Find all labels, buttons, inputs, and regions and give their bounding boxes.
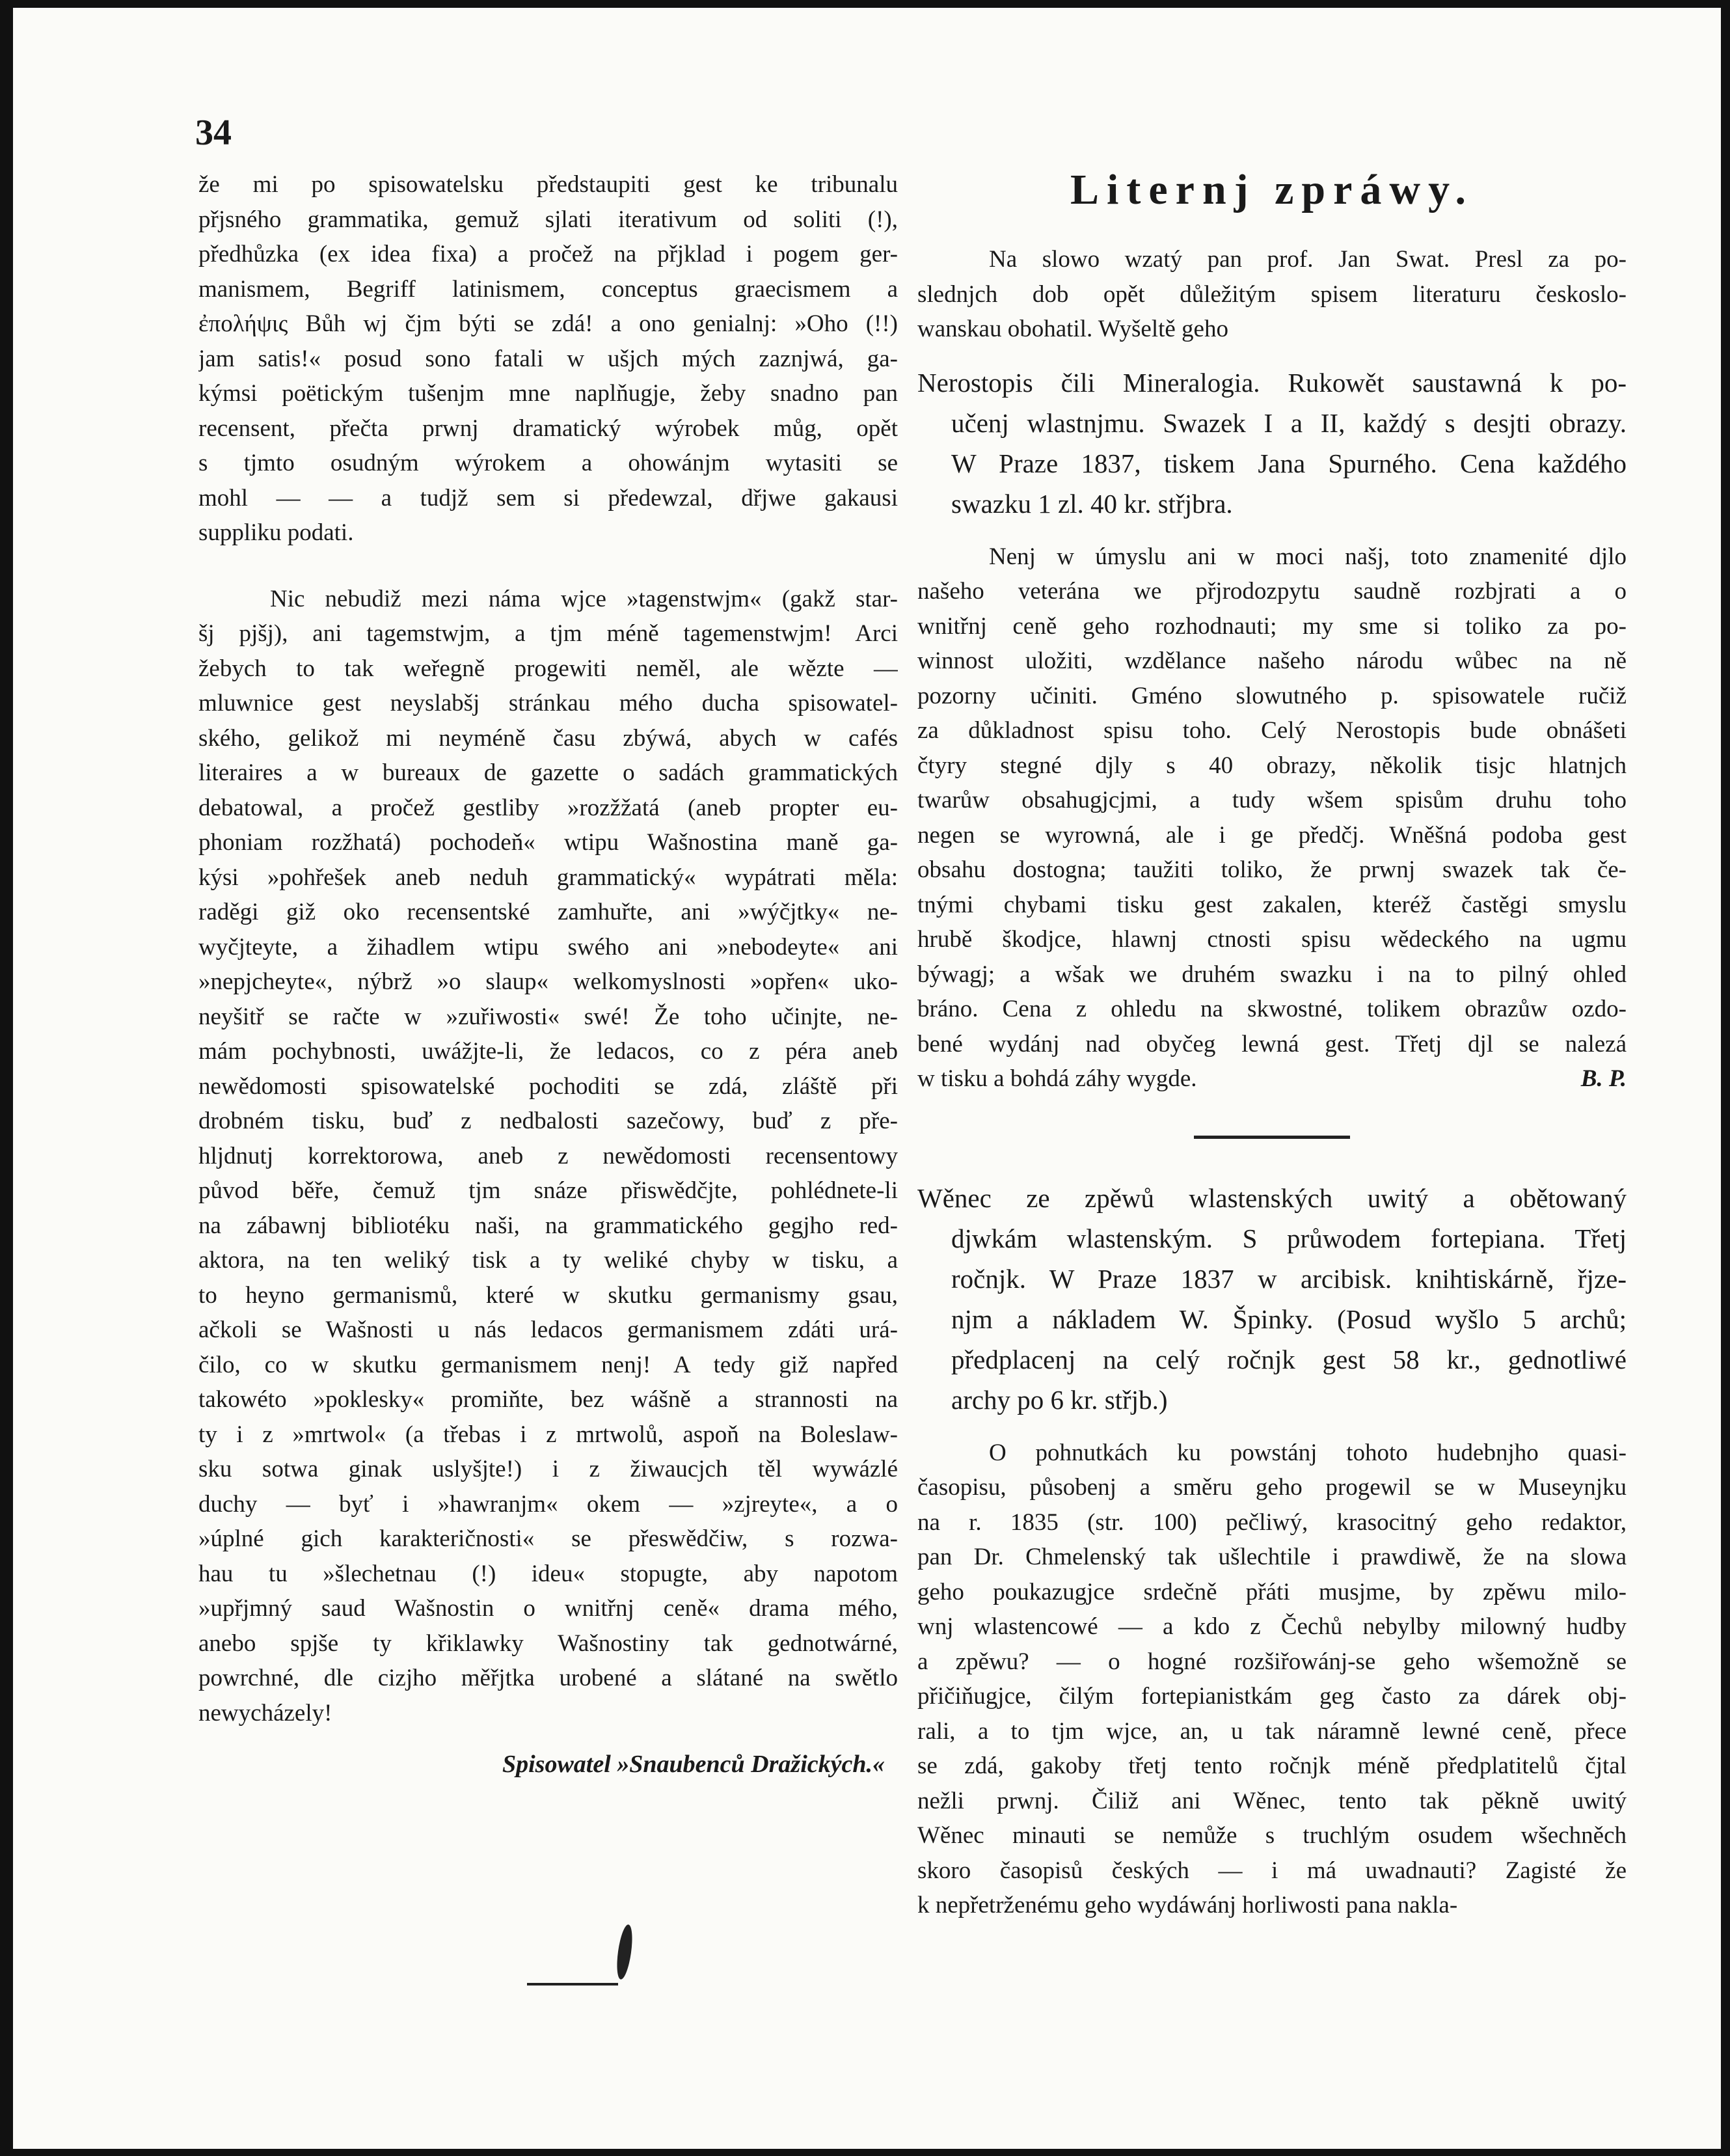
text-line: se zdá, gakoby třetj tento ročnjk méně předplatitelů čjtal	[917, 1753, 1627, 1779]
text-line: ačkoli se Wašnosti u nás ledacos germanismem zdáti urá-	[198, 1317, 898, 1343]
text-line: jam satis!« posud sono fatali w ušjch mých zaznjwá, ga-	[198, 345, 898, 372]
text-line: »upřjmný saud Wašnostin o wnitřnj ceně« drama mého,	[198, 1595, 898, 1622]
text-line: čilo, co w skutku germanismem nenj! A tedy giž napřed	[198, 1351, 898, 1378]
text-line: wnj wlastencowé — a kdo z Čechů nebylby milowný hudby	[917, 1613, 1627, 1640]
text-line: bené wydánj nad obyčeg lewná gest. Třetj djl se nalezá	[917, 1030, 1627, 1058]
text-line: anebo spjše ty křiklawky Wašnostiny tak gednotwárné,	[198, 1630, 898, 1657]
text-line: Nerostopis čili Mineralogia. Rukowět saustawná k po-	[917, 367, 1627, 398]
text-line: na r. 1835 (str. 100) pečliwý, krasocitný geho redaktor,	[917, 1508, 1627, 1536]
text-line: mluwnice gest neyslabšj stránkau mého ducha spisowatel-	[198, 690, 898, 716]
text-line: w tisku a bohdá záhy wygde. B. P.	[917, 1061, 1627, 1097]
text-line: »úplné gich karakteričnosti« se přeswědčiw, s rozwa-	[198, 1525, 898, 1552]
review1-signature: B. P.	[1580, 1065, 1627, 1092]
text-line: »nepjcheyte«, nýbrž »o slaup« welkomyslnosti »opřen« ukο-	[198, 968, 898, 995]
text-line: přičiňugjce, čilým fortepianistkám geg často za dárek obj-	[917, 1683, 1627, 1710]
review2-text	[917, 1436, 1627, 1923]
page-scan	[13, 8, 1721, 2149]
text-line: wnitřnj ceně geho rozhodnauti; my sme si toliko za po-	[917, 612, 1627, 640]
text-line: Wěnec minauti se nemůže s truchlým osudem wšechněch	[917, 1822, 1627, 1849]
text-line: literaires a w bureaux de gazette o sadách grammatických	[198, 759, 898, 786]
text-line: skoro časopisů českých — i má uwadnauti? Zagisté že	[917, 1857, 1627, 1884]
text-line: O pohnutkách ku powstánj tohoto hudebnjho quasi-	[989, 1439, 1627, 1466]
text-line: geho poukazugjce srdečně přáti musjme, by zpěwu milo-	[917, 1578, 1627, 1605]
page-number: 34	[195, 113, 232, 153]
book1-title	[917, 362, 1627, 524]
text-line: předhůzka (ex idea fixa) a pročež na přjklad i pogem ger-	[198, 241, 898, 267]
text-line: býwagj; a wšak we druhém swazku i na to pilný ohled	[917, 961, 1627, 988]
text-line: hljdnutj korrektorowa, aneb z newědomosti recensentowy	[198, 1142, 898, 1169]
text-line: tnými chybami tisku gest zakalen, kteréž častěgi smyslu	[917, 891, 1627, 918]
text-line: přjsného grammatika, gemuž sjlati iterativum od soliti (!),	[198, 206, 898, 233]
text-line: Na slowo wzatý pan prof. Jan Swat. Presl za po-	[989, 246, 1627, 273]
text-line: newycházely!	[198, 1699, 332, 1726]
text-line: čtyry stegné djly s 40 obrazy, několik tisjc hlatnjch	[917, 752, 1627, 779]
text-line: debatowal, a pročež gestliby »rozžžatá (aneb propter eu-	[198, 794, 898, 821]
text-line: Wěnec ze zpěwů wlastenských uwitý a obětowaný	[917, 1182, 1627, 1213]
text-line: pozorny učiniti. Gméno slowutného p. spisowatele ručiž	[917, 682, 1627, 709]
text-line: powrchné, dle cizjho měřjtka urobené a slátané na swětlo	[198, 1665, 898, 1691]
text-line: wanskau obohatil. Wyšeltě geho	[917, 316, 1228, 342]
text-line: W Praze 1837, tiskem Jana Spurného. Cena každého	[951, 448, 1627, 478]
text-line: sku sotwa ginak uslyšjte!) i z žiwaucjch těl wywázlé	[198, 1456, 898, 1482]
text-line: předplacenj na celý ročnjk gest 58 kr., gednotliwé	[951, 1344, 1627, 1374]
text-line: to heyno germanismů, které w skutku germanismy gsau,	[198, 1281, 898, 1309]
text-line: winnost uložiti, wzdělance našeho národu wůbec na ně	[917, 648, 1627, 674]
text-line: mohl — — a tudjž sem si předewzal, dřjwe gakausi	[198, 484, 898, 512]
text-line: kýsi »pohřešek aneb neduh grammatický« wypátrati měla:	[198, 864, 898, 891]
text-line: Nic nebudiž mezi náma wjce »tagenstwjm« (gakž star-	[270, 585, 898, 612]
text-line: twarůw obsahugjcjmi, a tudy wšem spisům druhu toho	[917, 787, 1627, 813]
book2-title	[917, 1178, 1627, 1420]
section-title: Liternj zpráwy.	[1070, 166, 1474, 213]
text-line: rali, a to tjm wjce, an, u tak náramně lewné ceně, přece	[917, 1717, 1627, 1745]
text-line: šj pjšj), ani tagemstwjm, a tjm méně tagemenstwjm! Arci	[198, 620, 898, 647]
text-line: archy po 6 kr. střjb.)	[951, 1384, 1168, 1415]
text-line: hrubě škodjce, hlawnj ctnosti spisu wědeckého na ugmu	[917, 926, 1627, 953]
text-line: hau tu »šlechetnau (!) ideu« stopugte, aby napotom	[198, 1560, 898, 1587]
text-line: neyšitř se račte w »zuřiwosti« swé! Že toho učinjte, ne-	[198, 1003, 898, 1030]
text-line: suppliku podati.	[198, 519, 354, 546]
text-line: žebych to tak weřegně progewiti neměl, ale wězte —	[198, 655, 898, 682]
left-paragraph-2	[198, 582, 898, 1731]
left-signature: Spisowatel »Snaubenců Dražických.«	[502, 1751, 885, 1778]
paragraph-gap	[198, 551, 898, 582]
text-line: ského, gelikož mi neyméně času zbýwá, abych w cafés	[198, 724, 898, 752]
text-line: recensent, přečta prwnj dramatický wýrobek můg, opět	[198, 415, 898, 442]
text-line: duchy — byť i »hawranjm« okem — »zjreyte«, a o	[198, 1490, 898, 1518]
text-line: časopisu, působenj a směru geho progewil se w Museynjku	[917, 1474, 1627, 1501]
text-line: ročnjk. W Praze 1837 w arcibisk. knihtiskárně, řjze-	[951, 1263, 1627, 1294]
text-line: ty i z »mrtwol« (a třebas i z mrtwolů, aspoň na Boleslaw-	[198, 1421, 898, 1448]
text-line: pan Dr. Chmelenský tak ušlechtile i prawdiwě, že na slowa	[917, 1544, 1627, 1570]
right-column	[917, 164, 1627, 1923]
review1-text	[917, 539, 1627, 1097]
section-divider	[1194, 1136, 1350, 1139]
text-line: a zpěwu? — o hogné rozšiřowánj-se geho wšemožně se	[917, 1648, 1627, 1675]
text-line: učenj wlastnjmu. Swazek I a II, každý s desjti obrazy.	[951, 407, 1627, 438]
text-line: manismem, Begriff latinismem, conceptus graecismem a	[198, 275, 898, 303]
text-line: raděgi giž oko recensentské zamhuřte, ani »wýčjtky« ne-	[198, 899, 898, 925]
text-line: swazku 1 zl. 40 kr. střjbra.	[951, 488, 1233, 519]
text-line: Nenj w úmyslu ani w moci našj, toto znamenité djlo	[989, 543, 1627, 570]
text-line: negen se wyrowná, ale i ge předčj. Wněšná podoba gest	[917, 821, 1627, 849]
text-line: původ běře, čemuž tjm snáze přiswědčjte, pohlédnete-li	[198, 1177, 898, 1204]
text-line: drobném tisku, buď z nedbalosti sazečowy, buď z pře-	[198, 1108, 898, 1134]
text-line: aktora, na ten weliký tisk a ty weliké chyby w tisku, a	[198, 1247, 898, 1274]
text-line: slednjch dob opět důležitým spisem literaturu českoslo-	[917, 280, 1627, 308]
left-column	[198, 167, 898, 1779]
text-line: s tjmto osudným wýrokem a ohowánjm wytasiti se	[198, 450, 898, 476]
text-line: njm a nákladem W. Špinky. (Posud wyšlo 5 archů;	[951, 1303, 1627, 1334]
text-line: bráno. Cena z ohledu na skwostné, tolikem obrazůw ozdo-	[917, 996, 1627, 1022]
left-paragraph-1	[198, 167, 898, 551]
text-line: nežli prwnj. Čiliž ani Wěnec, tento tak pěkně uwitý	[917, 1787, 1627, 1814]
text-line: k nepřetrženému geho wydáwánj horliwosti pana nakla-	[917, 1892, 1458, 1918]
text-line: djwkám wlastenským. S průwodem fortepiana. Třetj	[951, 1223, 1627, 1253]
text-line: obsahu dostogna; taužiti toliko, že prwnj swazek tak če-	[917, 856, 1627, 883]
right-intro	[917, 242, 1627, 347]
text-line: newědomosti spisowatelské pochoditi se zdá, zláště při	[198, 1072, 898, 1100]
ink-mark	[614, 1924, 635, 1980]
text-line: mám pochybnosti, uwážjte-li, že ledacos, co z péra aneb	[198, 1038, 898, 1065]
text-line: že mi po spisowatelsku předstaupiti gest ke tribunalu	[198, 171, 898, 198]
text-line: wyčjteyte, a žihadlem wtipu swého ani »nebodeyte« ani	[198, 933, 898, 961]
left-end-rule	[527, 1983, 618, 1985]
text-line: ἐπολήψις Bůh wj čjm býti se zdá! a ono genialnj: »Oho (!!)	[198, 310, 898, 337]
text-line: kýmsi poëtickým tušenjm mne naplňugje, žeby snadno pan	[198, 380, 898, 407]
text-line: takowéto »poklesky« promiňte, bez wášně a strannosti na	[198, 1386, 898, 1413]
text-line: našeho veterána we přjrodozpytu saudně rozbjrati a o	[917, 578, 1627, 605]
text-line: za důkladnost spisu toho. Celý Nerostopis bude obnášeti	[917, 717, 1627, 744]
text-line: na zábawnj bibliotéku naši, na grammatického gegjho red-	[198, 1212, 898, 1239]
text-line: phoniam rozžhatá) pochodeň« wtipu Wašnostina maně ga-	[198, 829, 898, 856]
